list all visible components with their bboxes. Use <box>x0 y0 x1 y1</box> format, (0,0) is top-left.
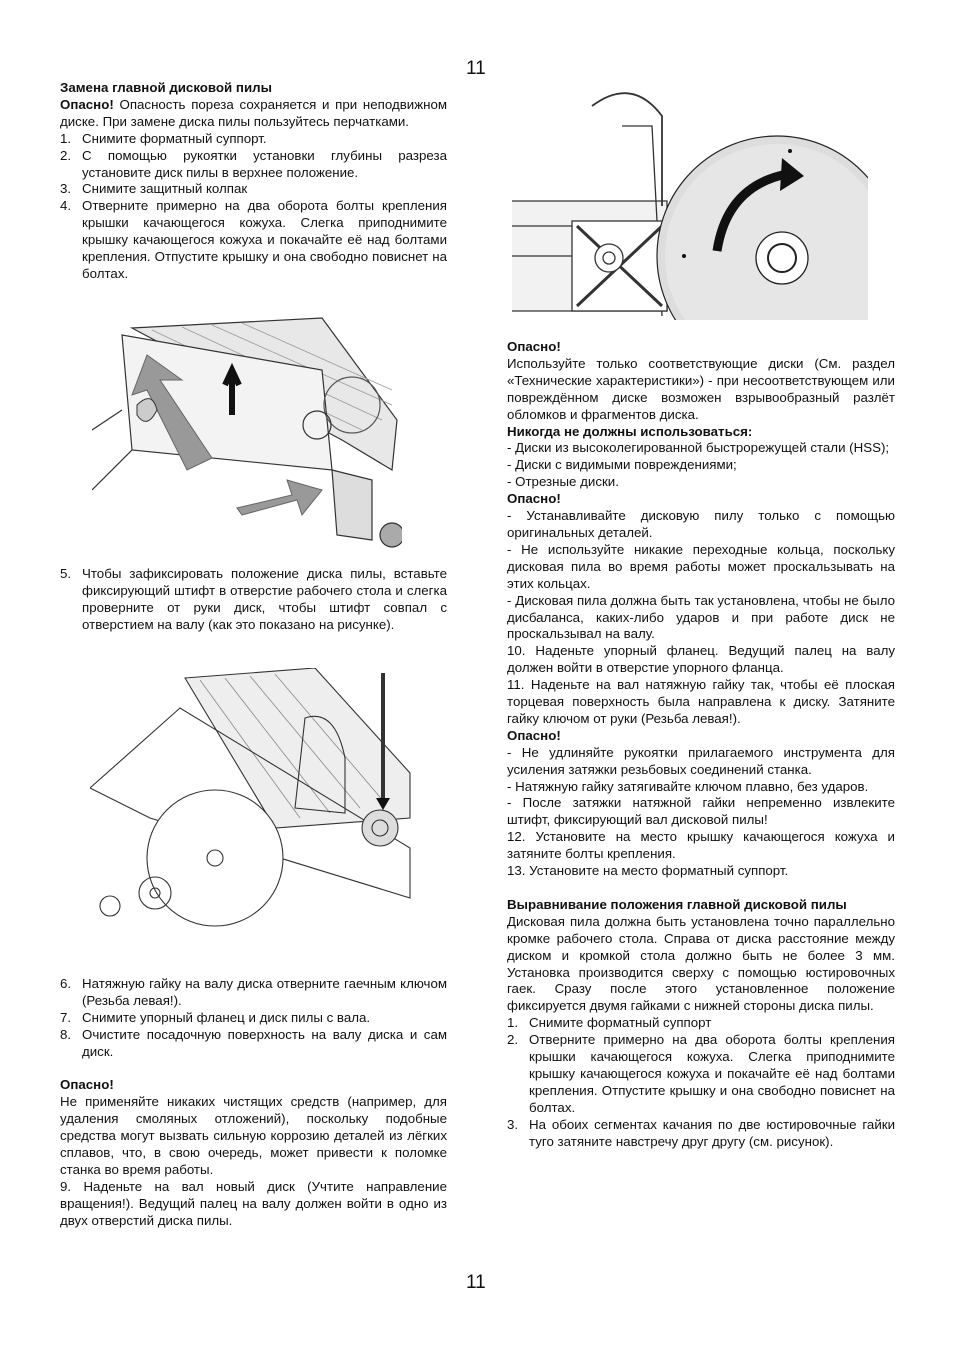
never-label: Никогда не должны использоваться: <box>507 423 753 439</box>
right-column <box>507 339 895 1150</box>
list-item: 1. Снимите форматный суппорт. <box>60 130 267 146</box>
list-item: - Натяжную гайку затягивайте ключом плавно, без ударов. <box>507 778 869 794</box>
danger-label: Опасно! <box>60 96 114 112</box>
step-9: 9. Наденьте на вал новый диск (Учтите направление вращения!). Ведущий палец на валу должен войти в одно из двух отверстий диска пилы. <box>60 1178 447 1228</box>
align-title: Выравнивание положения главной дисковой пилы <box>507 896 847 912</box>
danger-text: Используйте только соответствующие диски (См. раздел «Технические характеристики») - при несоответствующем или повреждённом диске возможен взрывообразный разлёт обломков и фрагментов диска. <box>507 355 895 422</box>
list-item: 12. Установите на место крышку качающегося кожуха и затяните болты крепления. <box>507 829 895 862</box>
list-item: - Не используйте никакие переходные кольца, поскольку дисковая пила во время работы может проскальзывать на этих кольцах. <box>507 541 895 591</box>
list-item: 5. Чтобы зафиксировать положение диска пилы, вставьте фиксирующий штифт в отверстие рабочего стола и слегка проверните от руки диск, чтобы штифт совпал с отверстием на валу (как это показано на рисунке). <box>60 566 447 632</box>
left-column <box>60 80 447 283</box>
left-column-b <box>60 566 447 634</box>
list-item: - Устанавливайте дисковую пилу только с помощью оригинальных деталей. <box>507 508 895 540</box>
danger-label: Опасно! <box>507 491 561 507</box>
saw-blade-rotation-illustration-icon <box>512 86 868 320</box>
list-item: 3. Снимите защитный колпак <box>60 181 248 197</box>
list-item: 3. На обоих сегментах качания по две юстировочные гайки туго затяните навстречу друг другу (см. рисунок). <box>507 1116 895 1149</box>
section-title: Замена главной дисковой пилы <box>60 80 272 95</box>
list-item: 6. Натяжную гайку на валу диска отверните гаечным ключом (Резьба левая!). <box>60 976 447 1008</box>
danger-text: Не применяйте никаких чистящих средств (например, для удаления смоляных отложений), поскольку подобные средства могут вызвать сильную коррозию деталей из лёгких сплавов, что, в свою очередь, может привести к поломке станка во время работы. <box>60 1094 447 1177</box>
list-item: 4. Отверните примерно на два оборота болты крепления крышки качающегося кожуха. Слегка приподнимите крышку качающегося кожуха и покачайте её над болтами крепления. Отпустите крышку и она свободно повиснет на болтах. <box>60 198 447 281</box>
list-item: 13. Установите на место форматный суппорт. <box>507 863 789 879</box>
align-text: Дисковая пила должна быть установлена точно параллельно кромке рабочего стола. Справа от диска расстояние между диском и кромкой стола должно быть не более 3 мм. Установка производится сверху с помощью юстировочных гаек. Сразу после этого установленное положение фиксируется двумя гайками с нижней стороны диска пилы. <box>507 913 895 1014</box>
list-item: 7. Снимите упорный фланец и диск пилы с вала. <box>60 1009 371 1025</box>
list-item: - После затяжки натяжной гайки непременно извлеките штифт, фиксирующий вал дисковой пилы! <box>507 795 895 828</box>
danger-label: Опасно! <box>507 339 561 354</box>
saw-guard-cover-illustration-icon <box>92 310 402 550</box>
list-item: 1. Снимите форматный суппорт <box>507 1015 712 1031</box>
steps-list-b <box>60 566 447 634</box>
page-number-top: 11 <box>466 58 486 79</box>
list-item: - Не удлиняйте рукоятки прилагаемого инструмента для усиления затяжки резьбовых соединений станка. <box>507 744 895 777</box>
danger-label: Опасно! <box>507 727 561 743</box>
list-item: 11. Наденьте на вал натяжную гайку так, чтобы её плоская торцевая поверхность была направлена к диску. Затяните гайку ключом от руки (Резьба левая!). <box>507 677 895 726</box>
list-item: - Дисковая пила должна быть так установлена, чтобы не было дисбаланса, каких-либо ударов и при работе диск не проскальзывал на валу. <box>507 592 895 642</box>
list-item: - Отрезные диски. <box>507 474 619 490</box>
page-number-bottom: 11 <box>466 1272 486 1293</box>
steps-list-a <box>60 131 447 283</box>
list-item: 8. Очистите посадочную поверхность на валу диска и сам диск. <box>60 1026 447 1059</box>
danger-text: Опасность пореза сохраняется и при неподвижном диске. При замене диска пилы пользуйтесь перчатками. <box>60 96 447 129</box>
saw-blade-removal-illustration-icon <box>90 668 420 968</box>
left-column-c <box>60 976 447 1230</box>
list-item: - Диски с видимыми повреждениями; <box>507 457 737 473</box>
list-item: 2. С помощью рукоятки установки глубины разреза установите диск пилы в верхнее положение. <box>60 147 447 180</box>
list-item: 10. Наденьте упорный фланец. Ведущий палец на валу должен войти в отверстие упорного фланца. <box>507 643 895 676</box>
list-item: - Диски из высоколегированной быстрорежущей стали (HSS); <box>507 440 890 456</box>
list-item: 2. Отверните примерно на два оборота болты крепления крышки качающегося кожуха. Слегка приподнимите крышку качающегося кожуха и покачайте её над болтами крепления. Отпустите крышку и она свободно повиснет на болтах. <box>507 1032 895 1115</box>
danger-label: Опасно! <box>60 1077 114 1093</box>
danger-paragraph <box>60 97 447 131</box>
steps-list-c <box>60 976 447 1061</box>
align-steps <box>507 1015 895 1150</box>
